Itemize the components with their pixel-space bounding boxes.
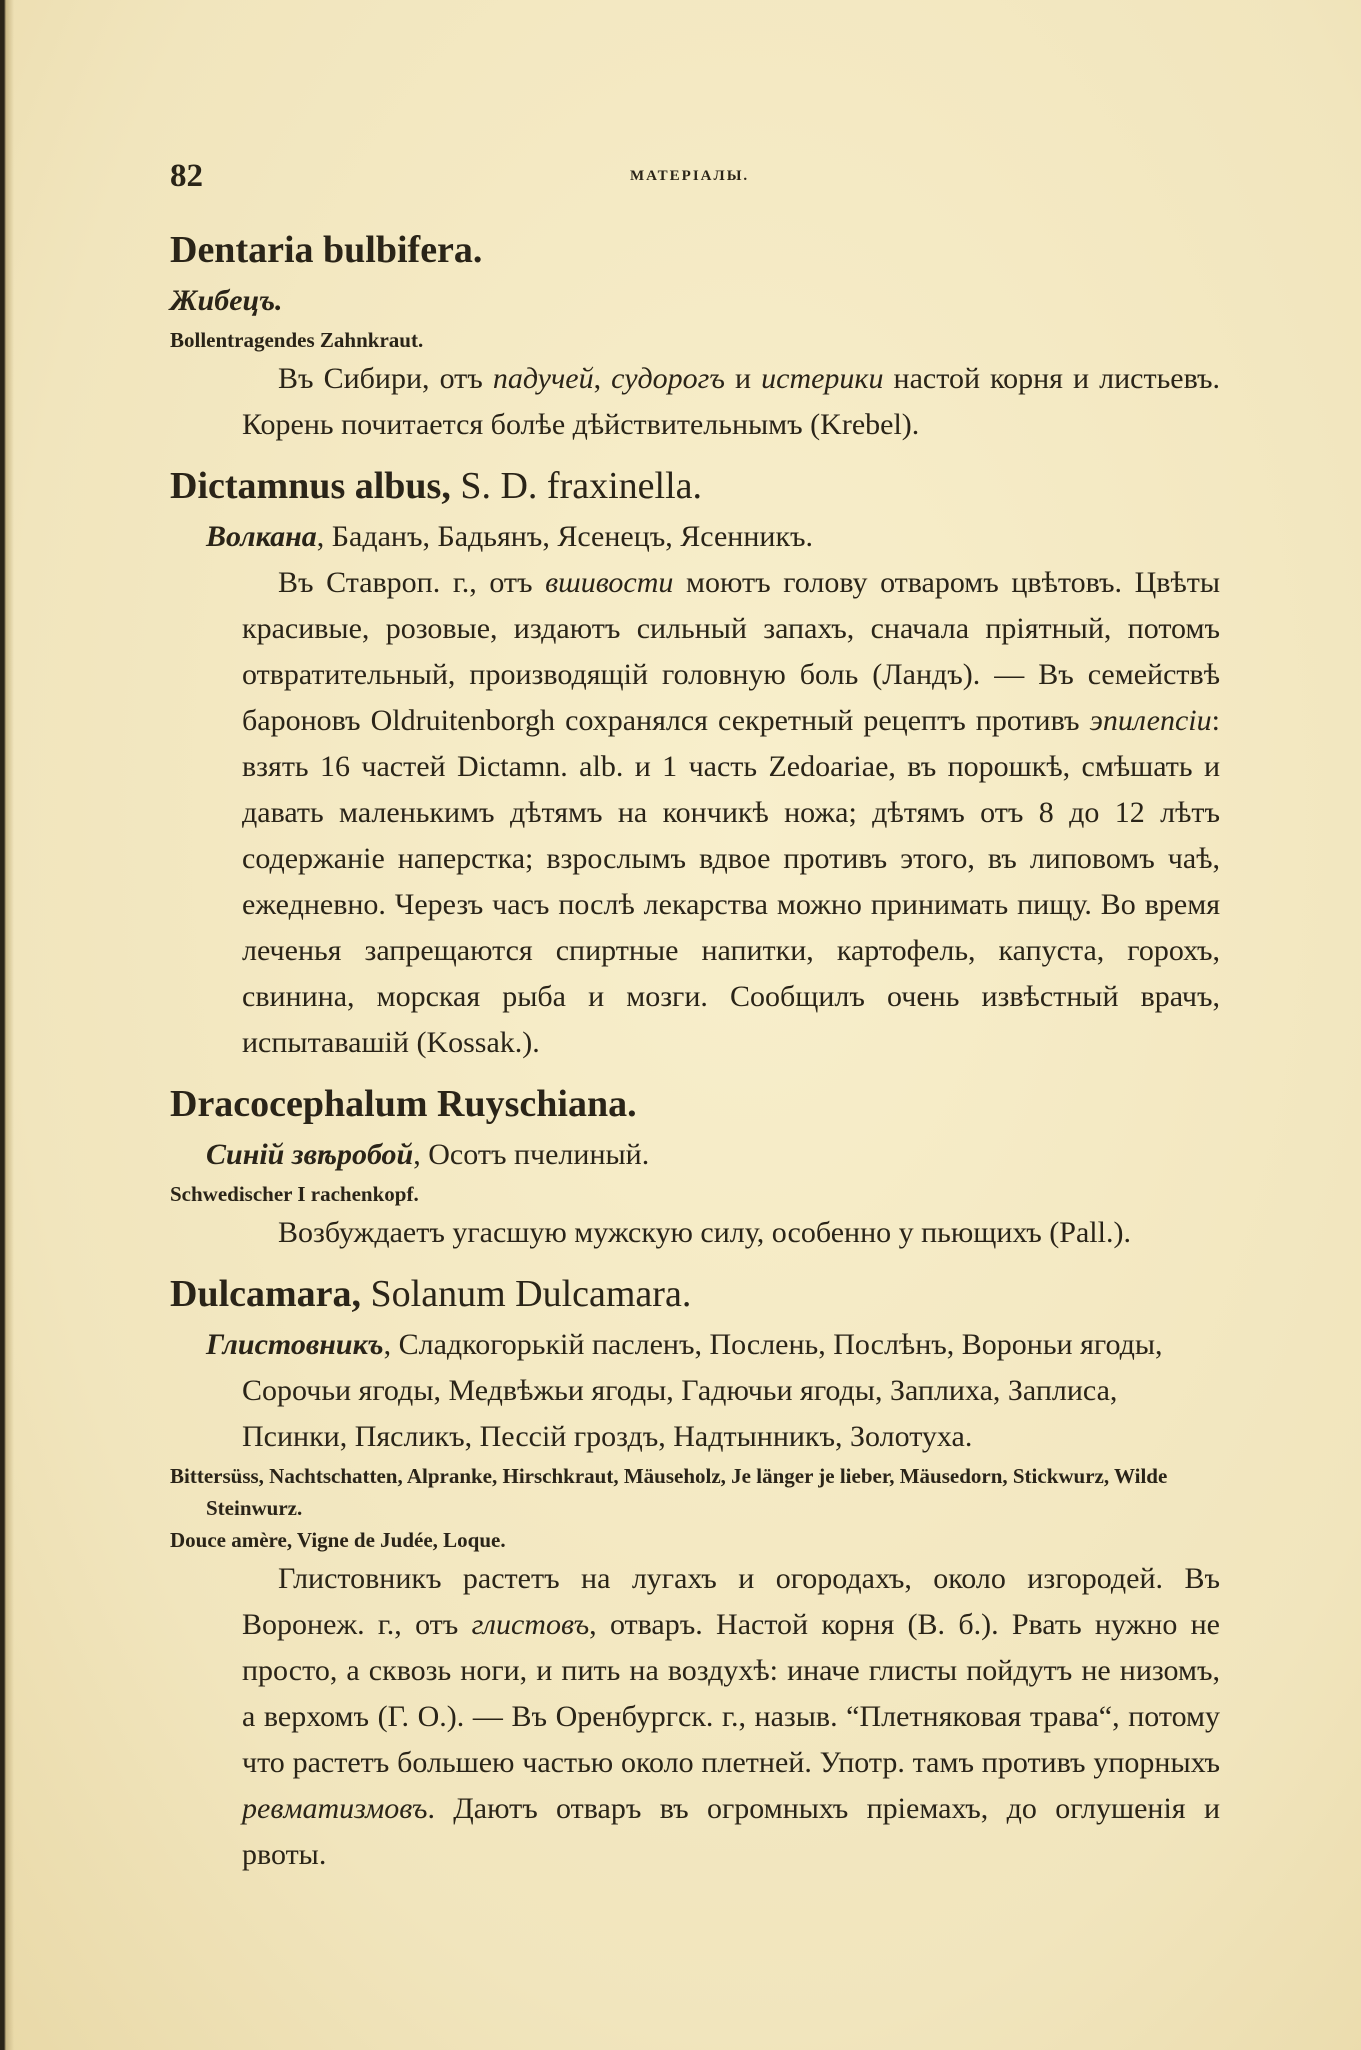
german-names: Bittersüss, Nachtschatten, Alpranke, Hirschkraut, Mäuseholz, Je länger je lieber, Mäusedorn, Stickwurz, Wilde Steinwurz. bbox=[170, 1464, 1168, 1520]
body-emphasis: истерики bbox=[761, 362, 884, 395]
running-head: МАТЕРIАЛЫ. bbox=[630, 168, 750, 184]
russian-name: Жибецъ. bbox=[170, 284, 283, 317]
entry-title-synonym: Solanum Dulcamara. bbox=[361, 1273, 692, 1315]
russian-name-primary: Волкана bbox=[206, 520, 317, 553]
body-emphasis: вшивости bbox=[545, 566, 674, 599]
body-emphasis: ревматизмовъ bbox=[242, 1792, 428, 1825]
entry-title-synonym: S. D. fraxinella. bbox=[450, 465, 702, 507]
entry-title: Dracocephalum Ruyschiana. bbox=[170, 1083, 637, 1125]
russian-name-rest: , Баданъ, Бадьянъ, Ясенецъ, Ясенникъ. bbox=[316, 520, 814, 553]
german-names: Bollentragendes Zahnkraut. bbox=[170, 328, 424, 352]
page-binding-edge bbox=[0, 0, 14, 2050]
entry-title-main: Dictamnus albus, bbox=[170, 465, 451, 507]
page-header bbox=[170, 158, 1220, 198]
entry-body bbox=[170, 560, 1220, 1066]
body-text: Въ Сибири, отъ bbox=[278, 362, 493, 395]
body-text: Глистовникъ растетъ на лугахъ и огородахъ, около изгородей. Въ Воронеж. г., отъ bbox=[242, 1562, 1220, 1641]
entry-dulcamara bbox=[170, 1266, 1220, 1878]
russian-name-primary: Глистовникъ bbox=[206, 1328, 384, 1361]
body-text: моютъ голову отваромъ цвѣтовъ. Цвѣты красивые, розовые, издаютъ сильный запахъ, сначала прiятный, потомъ отвратительный, производящiй головную боль (Ландъ). — Въ семействѣ бароновъ Oldruitenborgh сохранялся секретный рецептъ противъ bbox=[242, 566, 1221, 737]
body-text: настой корня и листьевъ. Корень почитается болѣе дѣйствительнымъ (Krebel). bbox=[242, 362, 1221, 441]
body-emphasis: эпилепсiи bbox=[1089, 704, 1212, 737]
page-content bbox=[170, 222, 1220, 1888]
french-names: Douce amère, Vigne de Judée, Loque. bbox=[170, 1528, 506, 1552]
entry-title bbox=[170, 458, 1220, 514]
entry-body bbox=[170, 356, 1220, 448]
body-text: , отваръ. Настой корня (В. б.). Рвать нужно не просто, а сквозь ноги, и пить на воздухѣ: иначе глисты пойдутъ не низомъ, а верхомъ (Г. О.). — Въ Оренбургск. г., назыв. “Плетняковая трава“, потому что растетъ большею частью около плетней. Употр. тамъ противъ упорныхъ bbox=[242, 1608, 1220, 1779]
russian-names bbox=[206, 1322, 1220, 1460]
body-emphasis: судорогъ bbox=[611, 362, 725, 395]
entry-title: Dentaria bulbifera. bbox=[170, 229, 483, 271]
body-text: , bbox=[593, 362, 612, 395]
german-names: Schwedischer I rachenkopf. bbox=[170, 1182, 419, 1206]
entry-dracocephalum bbox=[170, 1076, 1220, 1256]
entry-dentaria bbox=[170, 222, 1220, 448]
russian-names bbox=[170, 278, 1220, 324]
entry-title-main: Dulcamara, bbox=[170, 1273, 362, 1315]
russian-names bbox=[206, 1132, 1220, 1178]
russian-name-rest: , Осотъ пчелиный. bbox=[413, 1138, 650, 1171]
russian-name-primary: Синiй звѣробой bbox=[206, 1138, 414, 1171]
russian-names bbox=[206, 514, 1220, 560]
entry-title bbox=[170, 1266, 1220, 1322]
body-text: Въ Ставроп. г., отъ bbox=[278, 566, 546, 599]
page-number: 82 bbox=[170, 158, 203, 194]
entry-body bbox=[170, 1556, 1220, 1878]
body-text: . Даютъ отваръ въ огромныхъ прiемахъ, до оглушенiя и рвоты. bbox=[242, 1792, 1220, 1871]
entry-body: Возбуждаетъ угасшую мужскую силу, особенно у пьющихъ (Pall.). bbox=[278, 1216, 1131, 1249]
body-text: и bbox=[724, 362, 762, 395]
entry-dictamnus bbox=[170, 458, 1220, 1066]
body-emphasis: глистовъ bbox=[471, 1608, 590, 1641]
body-emphasis: падучей bbox=[492, 362, 594, 395]
russian-name-rest: , Сладкогорькiй пасленъ, Послень, Послѣнъ, Вороньи ягоды, Сорочьи ягоды, Медвѣжьи ягоды, Гадючьи ягоды, Заплиха, Заплиса, Псинки, Пясликъ, Пессiй гроздъ, Надтынникъ, Золотуха. bbox=[242, 1328, 1163, 1453]
body-text: : взять 16 частей Dictamn. alb. и 1 часть Zedoariae, въ порошкѣ, смѣшать и давать маленькимъ дѣтямъ на кончикѣ ножа; дѣтямъ отъ 8 до 12 лѣтъ содержанiе наперстка; взрослымъ вдвое противъ этого, въ липовомъ чаѣ, ежедневно. Черезъ часъ послѣ лекарства можно принимать пищу. Во время леченья запрещаются спиртные напитки, картофель, капуста, горохъ, свинина, морская рыба и мозги. Сообщилъ очень извѣстный врачъ, испытавашiй (Kossak.). bbox=[242, 704, 1220, 1059]
